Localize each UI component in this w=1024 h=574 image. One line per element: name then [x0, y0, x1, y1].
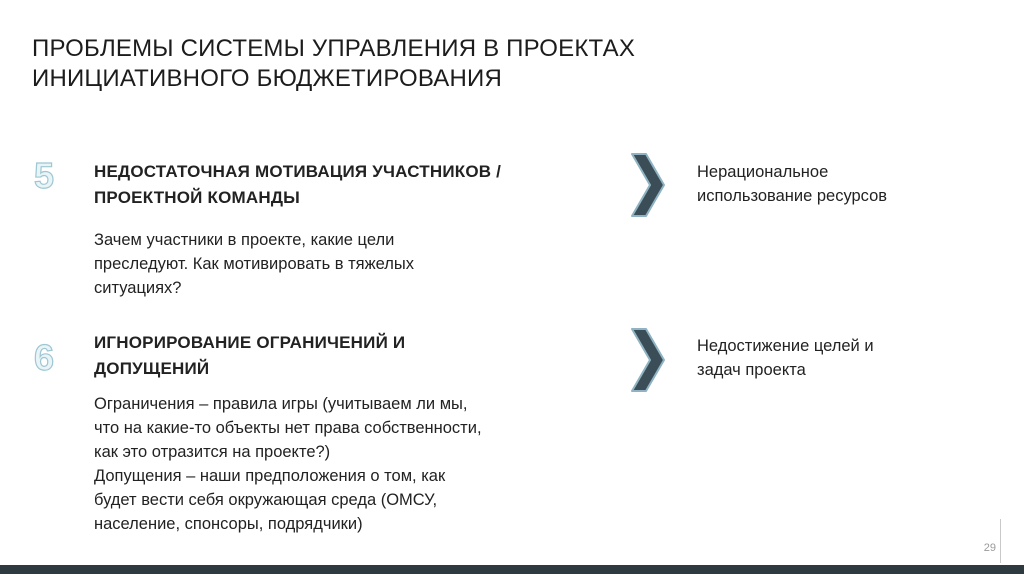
item-result-5	[697, 160, 997, 208]
description-line: будет вести себя окружающая среда (ОМСУ,	[94, 491, 438, 509]
description-line: население, спонсоры, подрядчики)	[94, 515, 363, 533]
result-line: использование ресурсов	[697, 187, 888, 205]
description-line: преследуют. Как мотивировать в тяжелых	[94, 255, 415, 273]
description-line: Ограничения – правила игры (учитываем ли мы,	[94, 395, 468, 413]
item-number-5: 5	[34, 155, 55, 196]
slide-title-line-2: ИНИЦИАТИВНОГО БЮДЖЕТИРОВАНИЯ	[32, 65, 503, 92]
item-description-5	[94, 228, 594, 300]
footer-divider	[1000, 519, 1001, 563]
result-line: Нерациональное	[697, 163, 829, 181]
chevron-right-icon	[630, 327, 666, 393]
chevron-right-icon	[630, 152, 666, 218]
description-line: Допущения – наши предположения о том, как	[94, 467, 446, 485]
description-line: что на какие-то объекты нет права собственности,	[94, 419, 482, 437]
item-result-6	[697, 334, 997, 382]
description-line: Зачем участники в проекте, какие цели	[94, 231, 395, 249]
item-heading-line: НЕДОСТАТОЧНАЯ МОТИВАЦИЯ УЧАСТНИКОВ /	[94, 162, 502, 181]
item-description-6	[94, 392, 594, 536]
result-line: Недостижение целей и	[697, 337, 874, 355]
item-heading-line: ПРОЕКТНОЙ КОМАНДЫ	[94, 188, 300, 207]
slide-title	[32, 34, 932, 94]
footer-bar	[0, 565, 1024, 574]
description-line: ситуациях?	[94, 279, 182, 297]
item-heading-6	[94, 330, 584, 382]
item-heading-5	[94, 159, 584, 211]
item-heading-line: ДОПУЩЕНИЙ	[94, 359, 210, 378]
description-line: как это отразится на проекте?)	[94, 443, 331, 461]
result-line: задач проекта	[697, 361, 806, 379]
item-heading-line: ИГНОРИРОВАНИЕ ОГРАНИЧЕНИЙ И	[94, 333, 406, 352]
slide-title-line-1: ПРОБЛЕМЫ СИСТЕМЫ УПРАВЛЕНИЯ В ПРОЕКТАХ	[32, 35, 636, 62]
page-number: 29	[983, 542, 996, 554]
item-number-6: 6	[34, 337, 55, 378]
